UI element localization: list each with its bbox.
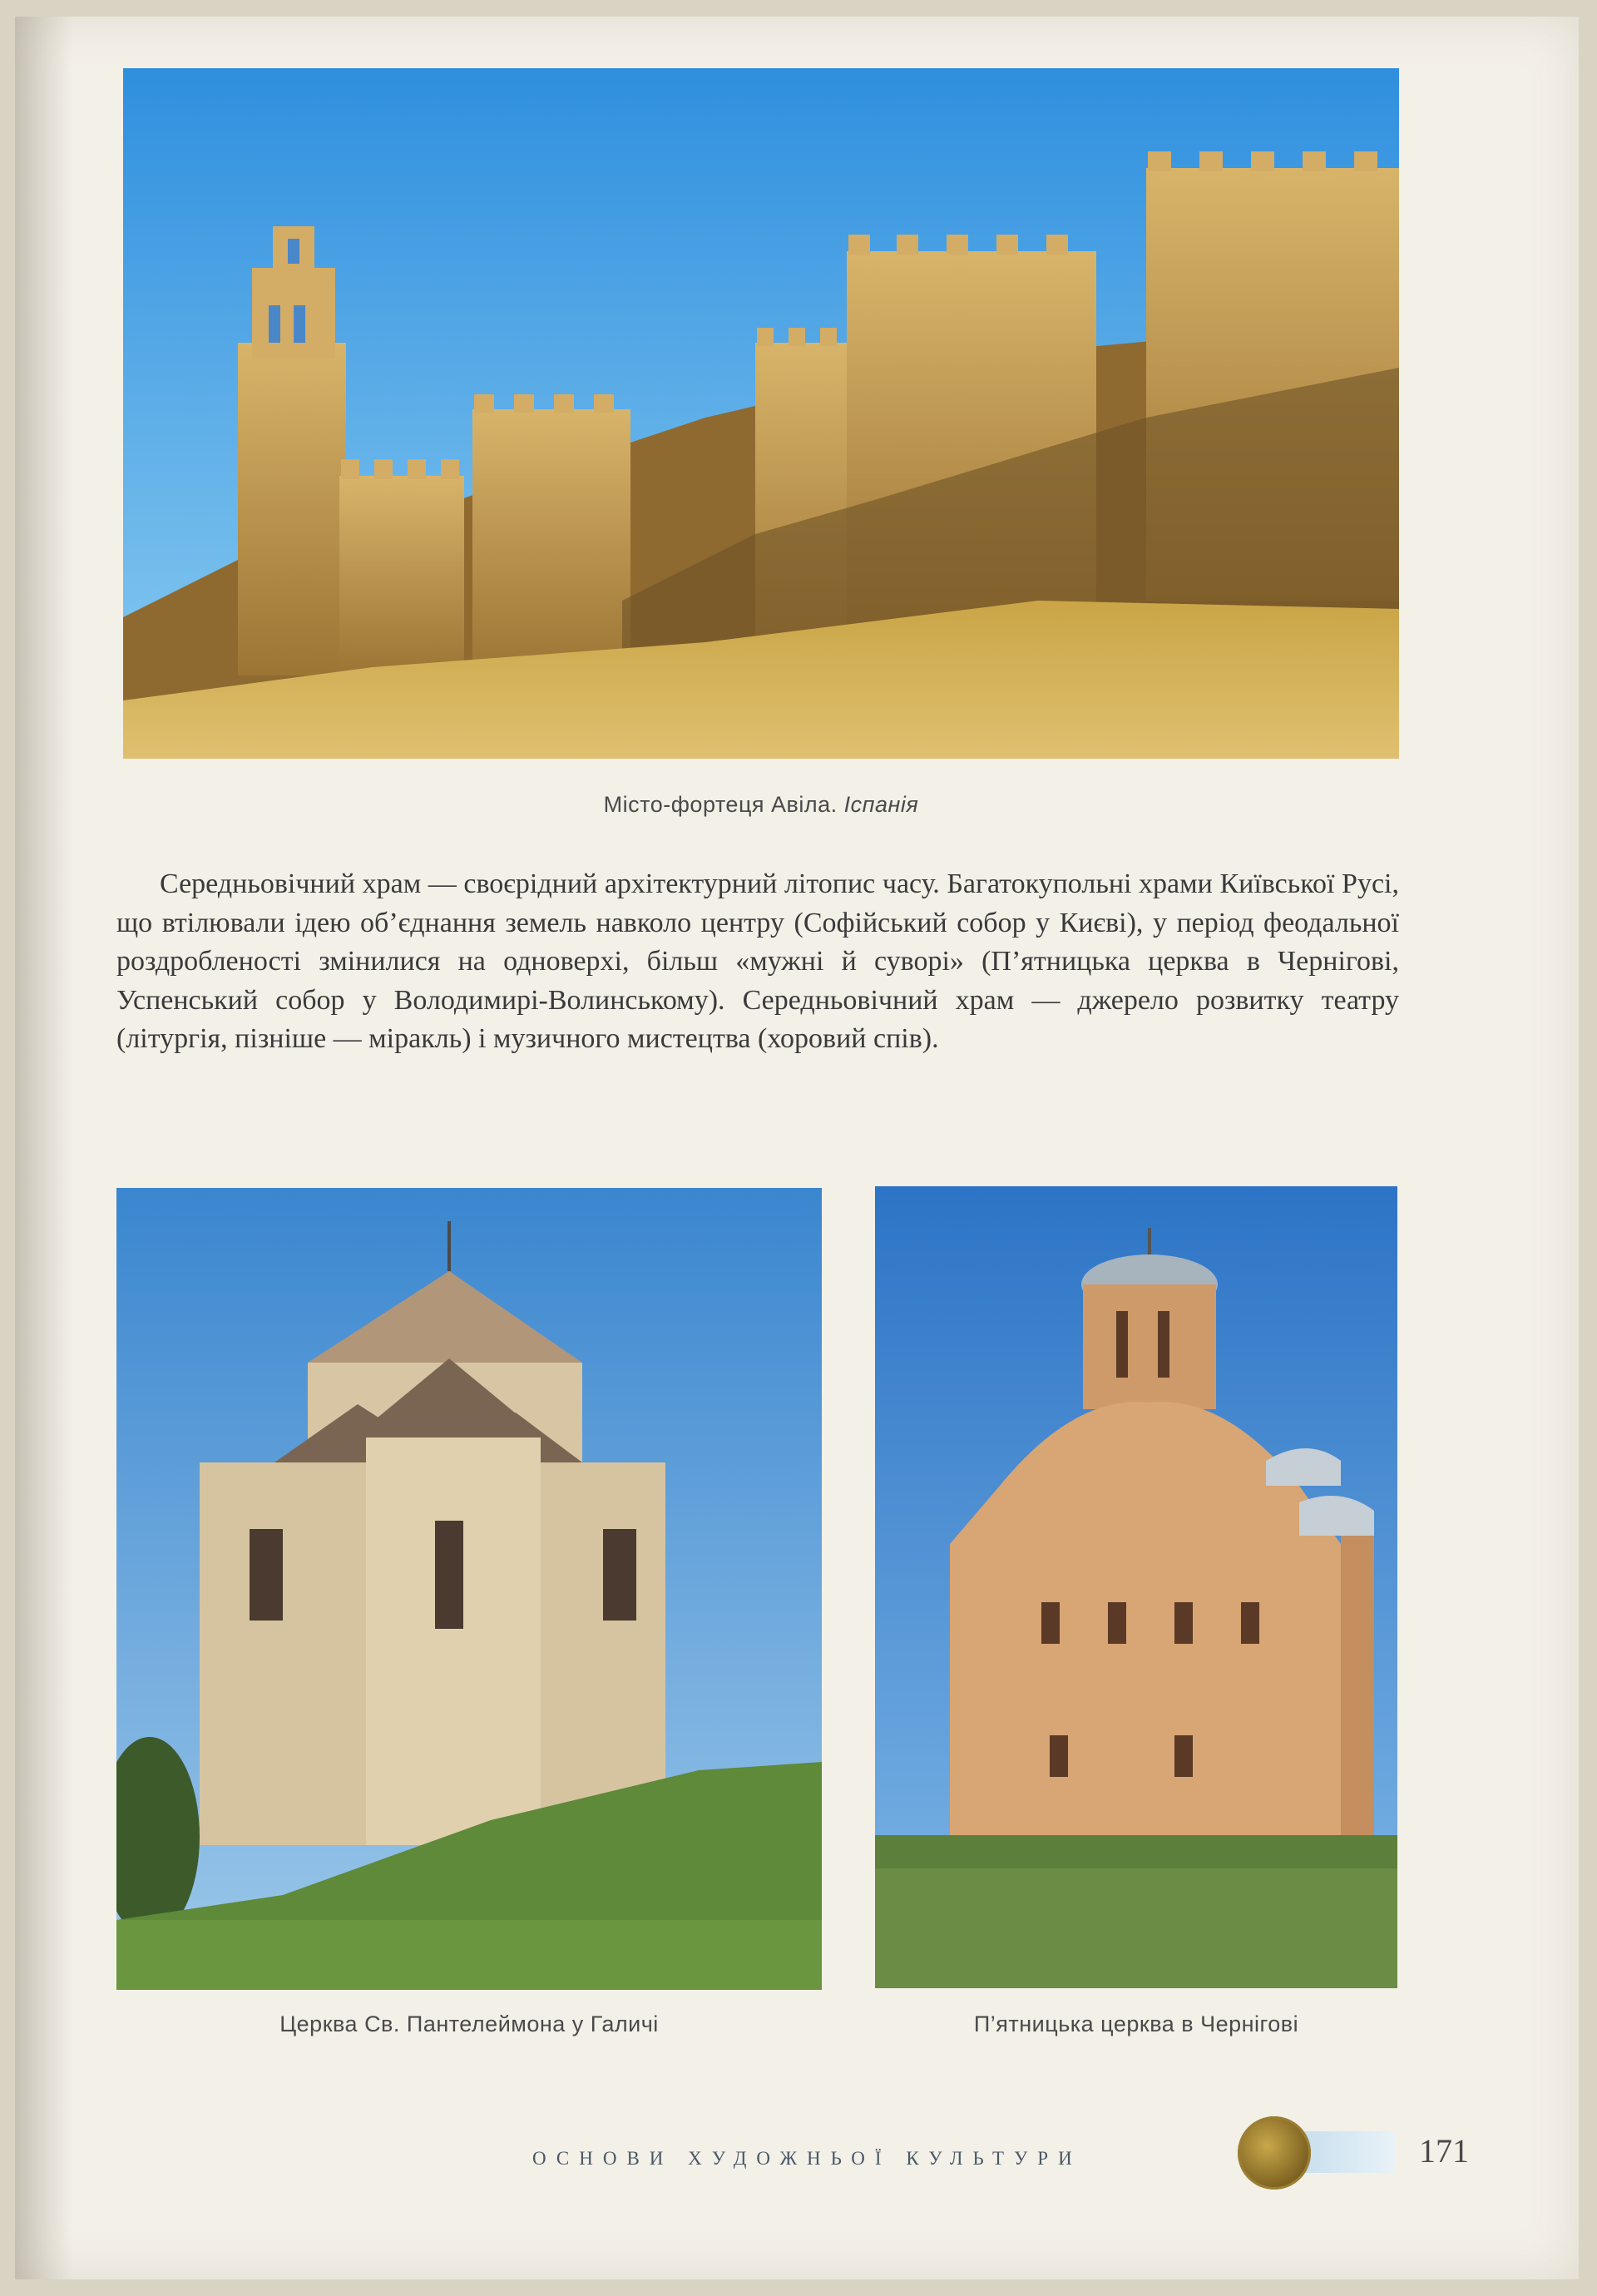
avila-fortress-photo	[123, 68, 1399, 759]
running-title: ОСНОВИ ХУДОЖНЬОЇ КУЛЬТУРИ	[532, 2148, 1082, 2169]
avila-caption-country: Іспанія	[843, 792, 919, 817]
avila-caption	[123, 792, 1399, 818]
chernihiv-church-photo	[875, 1186, 1397, 1988]
spine-shadow	[15, 17, 73, 2279]
avila-caption-main: Місто-фортеця Авіла.	[603, 792, 844, 817]
galich-caption: Церква Св. Пантелеймона у Галичі	[279, 2011, 659, 2036]
body-paragraph: Середньовічний храм — своєрідний архітектурний літопис часу. Багатокупольні храми Київської Русі, що втілювали ідею об’єднання земель навколо центру (Софійський собор у Києві), у період феодальної роздробленості змінилися на одноверхі, більш «мужні й суворі» (П’ятницька церква в Чернігові, Успенський собор у Володимирі-Волинському). Середньовічний храм — джерело розвитку театру (літургія, пізніше — міракль) і музичного мистецтва (хоровий спів).	[116, 868, 1399, 1054]
footer-bar	[1304, 2131, 1396, 2173]
chernihiv-caption: П’ятницька церква в Чернігові	[973, 2011, 1299, 2036]
page-number: 171	[1419, 2132, 1469, 2170]
galich-church-photo	[116, 1188, 822, 1990]
book-emblem-icon	[1238, 2116, 1311, 2190]
